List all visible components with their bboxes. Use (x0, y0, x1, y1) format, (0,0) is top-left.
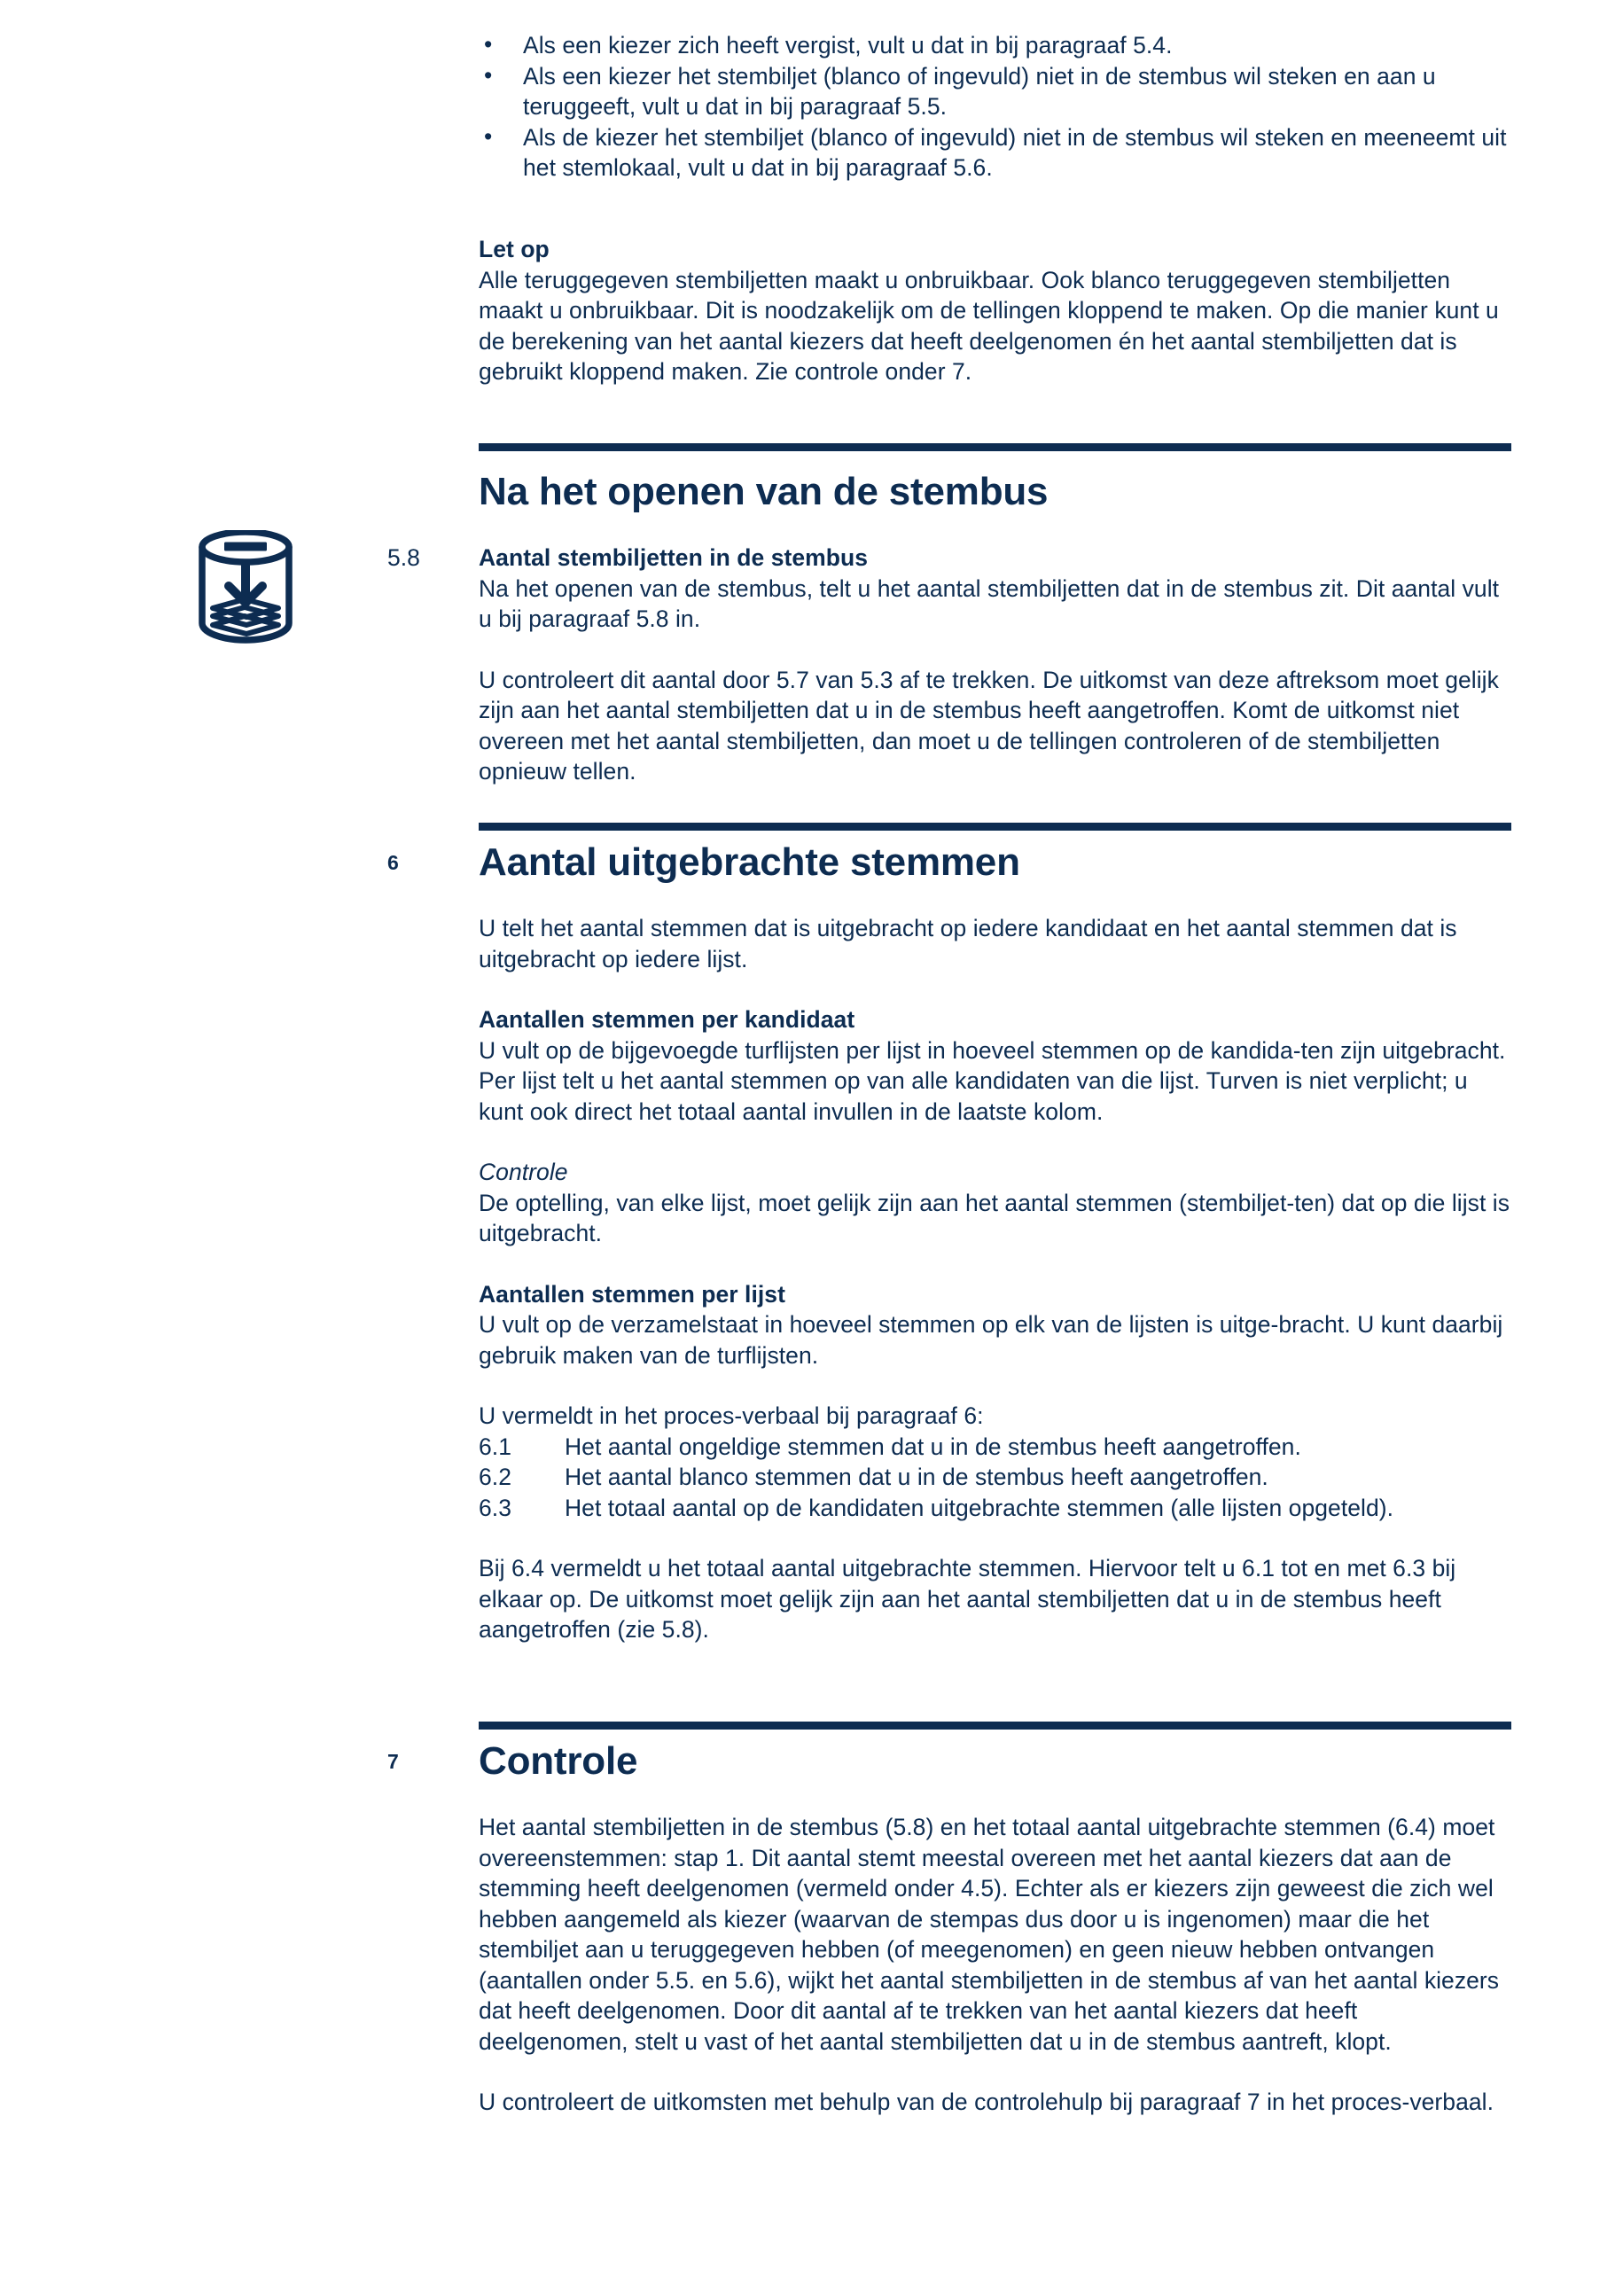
intro-bullet-list (479, 30, 1511, 184)
controle-body: De optelling, van elke lijst, moet gelijk zijn aan het aantal stemmen (stembiljet-ten) dat op die lijst is uitgebracht. (479, 1189, 1510, 1246)
chapter-7-paragraph: Het aantal stembiljetten in de stembus (5.8) en het totaal aantal uitgebrachte stemmen (6.4) moet overeenstemmen: stap 1. Dit aantal stemt meestal overeen met het aantal kiezers dat aan de stemming heeft deelgenomen (vermeld onder 4.5). Echter als er kiezers zijn geweest die zich wel hebben aangemeld als kiezer (waarvan de stempas dus door u is ingenomen) maar die het stembiljet aan u teruggegeven hebben (of meegenomen) en geen nieuw hebben ontvangen (aantallen onder 5.5. en 5.6), wijkt het aantal stembiljetten in de stembus af van het aantal kiezers dat heeft deelgenomen. Door dit aantal af te trekken van het aantal kiezers dat heeft deelgenomen, stelt u vast of het aantal stembiljetten dat u in de stembus aantreft, klopt. (479, 1814, 1500, 2055)
horizontal-rule (479, 1722, 1511, 1730)
chapter-6-closing: Bij 6.4 vermeldt u het totaal aantal uitgebrachte stemmen. Hiervoor telt u 6.1 tot en met 6.3 bij elkaar op. De uitkomst moet gelijk zijn aan het aantal stembiljetten dat u in de stembus heeft aangetroffen (zie 5.8). (479, 1555, 1456, 1643)
list-item (479, 1493, 1511, 1524)
let-op-heading: Let op (479, 236, 550, 262)
chapter-7-paragraph: U controleert de uitkomsten met behulp van de controlehulp bij paragraaf 7 in het proces-verbaal. (479, 2089, 1494, 2115)
subsection-number-5-8: 5.8 (387, 544, 420, 571)
horizontal-rule (479, 443, 1511, 451)
section-divider-stembus (479, 443, 1511, 451)
ballot-box-glyph (193, 530, 298, 644)
proces-verbaal-lead: U vermeldt in het proces-verbaal bij paragraaf 6: (479, 1402, 984, 1429)
list-item (479, 1462, 1511, 1493)
section-divider-stemmen (479, 823, 1511, 831)
list-item: • Als een kiezer het stembiljet (blanco of ingevuld) niet in de stembus wil steken en aan u teruggeeft, vult u dat in bij paragraaf 5.5. (479, 61, 1511, 122)
list-item-text: Het aantal blanco stemmen dat u in de stembus heeft aangetroffen. (565, 1464, 1268, 1490)
list-item-text: Het aantal ongeldige stemmen dat u in de stembus heeft aangetroffen. (565, 1433, 1301, 1460)
chapter-6-body (479, 913, 1511, 1645)
chapter-title-stembus: Na het openen van de stembus (479, 470, 1049, 513)
subsection-paragraph: U controleert dit aantal door 5.7 van 5.3 af te trekken. De uitkomst van deze aftreksom moet gelijk zijn aan het aantal stembiljetten dat u in de stembus heeft aangetroffen. Komt de uitkomst niet overeen met het aantal stembiljetten, dan moet u de tellingen controleren of de stembiljetten opnieuw tellen. (479, 666, 1499, 785)
subsection-5-8-block (479, 543, 1511, 787)
list-item (479, 1432, 1511, 1463)
chapter-number-7: 7 (387, 1750, 399, 1773)
chapter-title-controle: Controle (479, 1739, 638, 1783)
chapter-title-stemmen: Aantal uitgebrachte stemmen (479, 840, 1020, 884)
subsection-heading: Aantal stembiljetten in de stembus (479, 544, 869, 571)
let-op-block (479, 234, 1511, 387)
list-item: • Als een kiezer zich heeft vergist, vult u dat in bij paragraaf 5.4. (479, 30, 1511, 61)
section-divider-controle (479, 1722, 1511, 1730)
subsection-paragraph: Na het openen van de stembus, telt u het aantal stembiljetten dat in de stembus zit. Dit aantal vult u bij paragraaf 5.8 in. (479, 574, 1500, 632)
list-item: • Als de kiezer het stembiljet (blanco of ingevuld) niet in de stembus wil steken en meeneemt uit het stemlokaal, vult u dat in bij paragraaf 5.6. (479, 122, 1511, 184)
list-item-number: 6.1 (479, 1433, 511, 1460)
ballot-box-icon (193, 530, 298, 644)
chapter-number-6: 6 (387, 851, 399, 874)
per-lijst-body: U vult op de verzamelstaat in hoeveel stemmen op elk van de lijsten is uitge-bracht. U kunt daarbij gebruik maken van de turflijsten. (479, 1311, 1503, 1369)
controle-subheading: Controle (479, 1159, 568, 1185)
horizontal-rule (479, 823, 1511, 831)
intro-bullet-list-block (479, 30, 1511, 184)
list-item-text: Het totaal aantal op de kandidaten uitgebrachte stemmen (alle lijsten opgeteld). (565, 1494, 1394, 1521)
chapter-7-body (479, 1812, 1511, 2118)
per-lijst-heading: Aantallen stemmen per lijst (479, 1280, 785, 1308)
list-item-number: 6.3 (479, 1494, 511, 1521)
per-kandidaat-body: U vult op de bijgevoegde turflijsten per lijst in hoeveel stemmen op de kandida-ten zijn uitgebracht. Per lijst telt u het aantal stemmen op van alle kandidaten van die lijst. Turven is niet verplicht; u kunt ook direct het totaal aantal invullen in de laatste kolom. (479, 1036, 1506, 1125)
list-item-number: 6.2 (479, 1464, 511, 1490)
chapter-6-intro: U telt het aantal stemmen dat is uitgebracht op iedere kandidaat en het aantal stemmen dat is uitgebracht op iedere lijst. (479, 915, 1457, 972)
per-kandidaat-heading: Aantallen stemmen per kandidaat (479, 1006, 855, 1033)
let-op-body: Alle teruggegeven stembiljetten maakt u onbruikbaar. Ook blanco teruggegeven stembiljetten maakt u onbruikbaar. Dit is noodzakelijk om de tellingen kloppend te maken. Op die manier kunt u de berekening van het aantal kiezers dat heeft deelgenomen én het aantal stembiljetten dat is gebruikt kloppend maken. Zie controle onder 7. (479, 266, 1499, 385)
proces-verbaal-list (479, 1432, 1511, 1524)
